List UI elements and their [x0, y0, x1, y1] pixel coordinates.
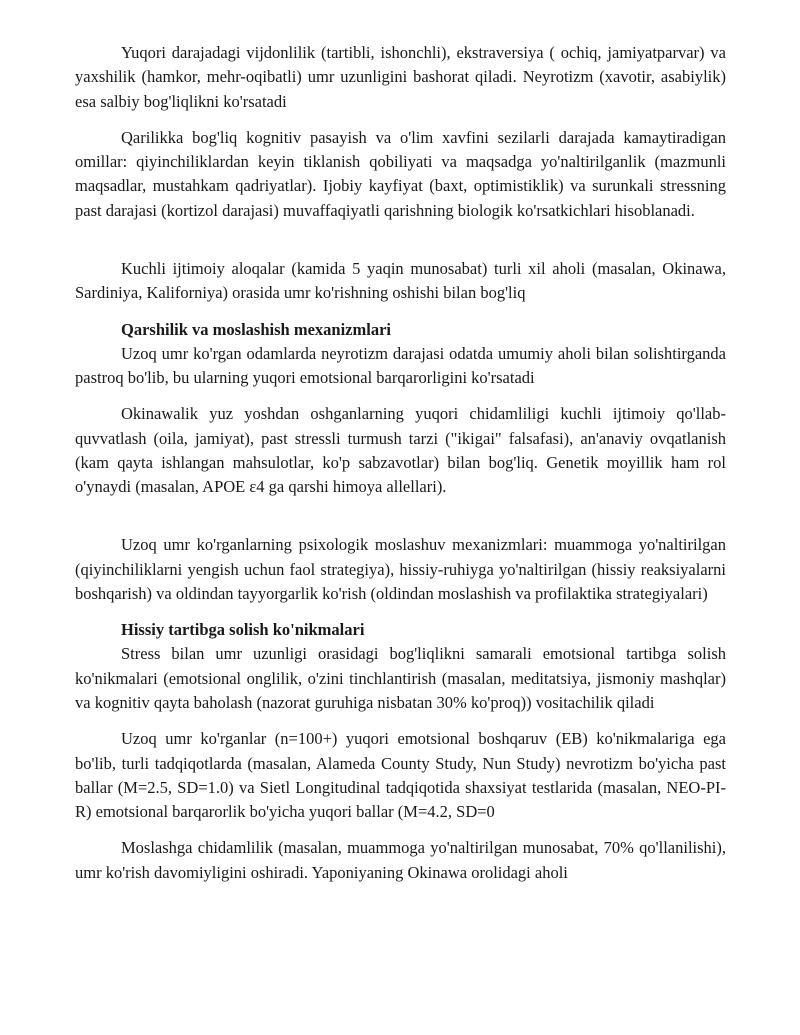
paragraph-cognitive-decline: Qarilikka bog'liq kognitiv pasayish va o'lim xavfini sezilarli darajada kamaytiradigan omillar: qiyinchiliklardan keyin tiklanish qobiliyati va maqsadga yo'naltirilganlik (mazmunli maqsadlar, mustahkam qadriyatlar). Ijobiy kayfiyat (baxt, optimistiklik) va surunkali stressning past darajasi (kortizol darajasi) muvaffaqiyatli qarishning biologik ko'rsatkichlari hisoblanadi.	[75, 127, 726, 220]
section-heading-emotion-regulation: Hissiy tartibga solish ko'nikmalari	[121, 620, 365, 640]
paragraph-coping-mechanisms: Uzoq umr ko'rganlarning psixologik moslashuv mexanizmlari: muammoga yo'naltirilgan (qiyinchiliklarni yengish uchun faol strategiya), hissiy-ruhiyga yo'naltirilgan (hissiy reaksiyalarni boshqarish) va oldindan tayyorgarlik ko'rish (oldindan moslashish va profilaktika strategiyalari)	[75, 535, 726, 604]
document-page	[75, 41, 726, 897]
paragraph-neuroticism: Uzoq umr ko'rgan odamlarda neyrotizm darajasi odatda umumiy aholi bilan solishtirganda pastroq bo'lib, bu ularning yuqori emotsional barqarorligini ko'rsatadi	[75, 343, 726, 387]
paragraph-stress-longevity: Stress bilan umr uzunligi orasidagi bog'liqlikni samarali emotsional tartibga solish ko'nikmalari (emotsional onglilik, o'zini tinchlantirish (masalan, meditatsiya, jismoniy mashqlar) va kognitiv qayta baholash (nazorat guruhiga nisbatan 30% ko'proq)) vositachilik qiladi	[75, 644, 726, 712]
paragraph-centenarian-studies: Uzoq umr ko'rganlar (n=100+) yuqori emotsional boshqaruv (EB) ko'nikmalariga ega bo'lib, turli tadqiqotlarda (masalan, Alameda County Study, Nun Study) nevrotizm bo'yicha past ballar (M=2.5, SD=1.0) va Sietl Longitudinal tadqiqotida shaxsiyat testlarida (masalan, NEO-PI-R) emotsional barqarorlik bo'yicha yuqori ballar (M=4.2, SD=0	[75, 729, 726, 822]
paragraph-okinawa-resilience: Okinawalik yuz yoshdan oshganlarning yuqori chidamliligi kuchli ijtimoiy qo'llab-quvvatlash (oila, jamiyat), past stressli turmush tarzi ("ikigai" falsafasi), an'anaviy ovqatlanish (kam qayta ishlangan mahsulotlar, ko'p sabzavotlar) bilan bog'liq. Genetik moyillik ham rol o'ynaydi (masalan, APOE ε4 ga qarshi himoya allellari).	[75, 404, 726, 497]
paragraph-social-connections: Kuchli ijtimoiy aloqalar (kamida 5 yaqin munosabat) turli xil aholi (masalan, Okinawa, Sardiniya, Kaliforniya) orasida umr ko'rishning oshishi bilan bog'liq	[75, 259, 726, 303]
paragraph-adaptive-resilience: Moslashga chidamlilik (masalan, muammoga yo'naltirilgan munosabat, 70% qo'llanilishi), umr ko'rish davomiyligini oshiradi. Yaponiyaning Okinawa orolidagi aholi	[75, 838, 726, 882]
section-heading-resilience: Qarshilik va moslashish mexanizmlari	[121, 319, 391, 339]
paragraph-personality-traits: Yuqori darajadagi vijdonlilik (tartibli, ishonchli), ekstraversiya ( ochiq, jamiyatparvar) va yaxshilik (hamkor, mehr-oqibatli) umr uzunligini bashorat qiladi. Neyrotizm (xavotir, asabiylik) esa salbiy bog'liqlikni ko'rsatadi	[75, 43, 726, 111]
